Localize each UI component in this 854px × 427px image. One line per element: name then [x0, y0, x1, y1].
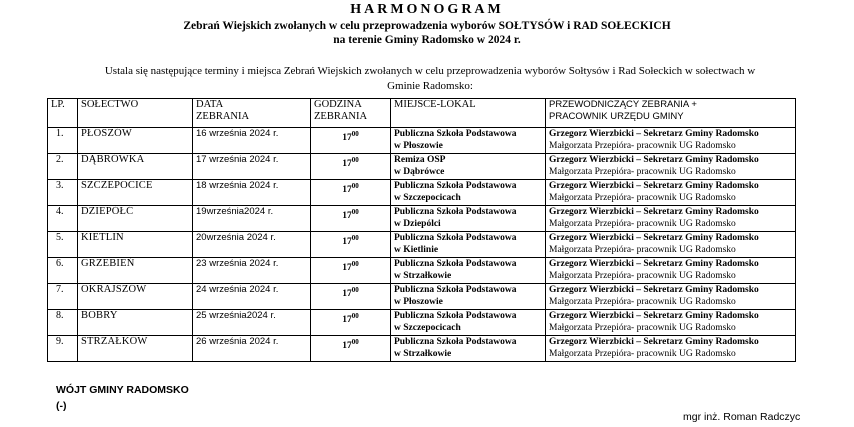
table-row	[48, 128, 796, 154]
header-lp: LP.	[48, 99, 78, 128]
cell-lp: 2.	[48, 154, 78, 180]
cell-place	[391, 310, 546, 336]
hour-value: 17	[342, 211, 352, 222]
document-title: HARMONOGRAM	[350, 2, 504, 17]
place-line-2: w Strzałkowie	[394, 349, 452, 359]
cell-hour	[311, 336, 391, 362]
cell-date: 16 września 2024 r.	[193, 128, 311, 154]
chair-line-2: Małgorzata Przepióra- pracownik UG Radomsko	[549, 219, 736, 229]
place-line-1: Remiza OSP	[394, 155, 446, 165]
cell-place	[391, 232, 546, 258]
chair-line-1: Grzegorz Wierzbicki – Sekretarz Gminy Radomsko	[549, 207, 759, 217]
chair-line-2: Małgorzata Przepióra- pracownik UG Radomsko	[549, 193, 736, 203]
chair-line-1: Grzegorz Wierzbicki – Sekretarz Gminy Radomsko	[549, 233, 759, 243]
table-row	[48, 310, 796, 336]
header-data-line-1: DATA	[196, 99, 224, 110]
cell-chair	[546, 206, 796, 232]
cell-date: 17 września 2024 r.	[193, 154, 311, 180]
header-solectwo: SOŁECTWO	[78, 99, 193, 128]
cell-date: 24 września 2024 r.	[193, 284, 311, 310]
place-line-2: w Szczepocicach	[394, 193, 461, 203]
place-line-1: Publiczna Szkoła Podstawowa	[394, 285, 517, 295]
minutes-value: 00	[351, 312, 359, 320]
cell-solectwo: OKRAJSZÓW	[78, 284, 193, 310]
hour-value: 17	[342, 159, 352, 170]
cell-hour	[311, 154, 391, 180]
place-line-2: w Płoszowie	[394, 141, 443, 151]
signature-block	[56, 382, 189, 414]
place-line-2: w Kietlinie	[394, 245, 439, 255]
signer-mark: (-)	[56, 400, 67, 412]
cell-chair	[546, 336, 796, 362]
intro-line-1: Ustala się następujące terminy i miejsca Zebrań Wiejskich zwołanych w celu przeprowadzenia wyborów Sołtysów i Rad Sołeckich w sołectwach w	[104, 65, 756, 77]
cell-date: 23 września 2024 r.	[193, 258, 311, 284]
chair-line-2: Małgorzata Przepióra- pracownik UG Radomsko	[549, 245, 736, 255]
place-line-2: w Dąbrówce	[394, 167, 445, 177]
chair-line-2: Małgorzata Przepióra- pracownik UG Radomsko	[549, 167, 736, 177]
minutes-value: 00	[351, 156, 359, 164]
table-row	[48, 154, 796, 180]
subtitle-line-1: Zebrań Wiejskich zwołanych w celu przeprowadzenia wyborów SOŁTYSÓW i RAD SOŁECKICH	[183, 20, 671, 32]
hour-value: 17	[342, 185, 352, 196]
place-line-2: w Dziepólci	[394, 219, 441, 229]
place-line-1: Publiczna Szkoła Podstawowa	[394, 259, 517, 269]
cell-chair	[546, 284, 796, 310]
table-row	[48, 206, 796, 232]
chair-line-2: Małgorzata Przepióra- pracownik UG Radomsko	[549, 297, 736, 307]
cell-chair	[546, 154, 796, 180]
signer-name: mgr inż. Roman Radczyc	[683, 411, 801, 423]
place-line-2: w Szczepocicach	[394, 323, 461, 333]
header-przewodniczacy	[546, 99, 796, 128]
header-data	[193, 99, 311, 128]
minutes-value: 00	[351, 338, 359, 346]
document-subtitle	[0, 19, 854, 47]
header-miejsce: MIEJSCE-LOKAL	[391, 99, 546, 128]
cell-hour	[311, 310, 391, 336]
chair-line-1: Grzegorz Wierzbicki – Sekretarz Gminy Radomsko	[549, 129, 759, 139]
place-line-2: w Strzałkowie	[394, 271, 452, 281]
place-line-2: w Płoszowie	[394, 297, 443, 307]
header-godzina-line-2: ZEBRANIA	[314, 111, 368, 122]
schedule-table	[47, 98, 796, 362]
minutes-value: 00	[351, 260, 359, 268]
cell-lp: 3.	[48, 180, 78, 206]
table-row	[48, 232, 796, 258]
cell-lp: 5.	[48, 232, 78, 258]
header-przewodniczacy-line-2: PRACOWNIK URZĘDU GMINY	[549, 111, 684, 122]
intro-paragraph	[60, 64, 800, 94]
cell-place	[391, 128, 546, 154]
hour-value: 17	[342, 315, 352, 326]
cell-chair	[546, 180, 796, 206]
cell-date: 25 września2024 r.	[193, 310, 311, 336]
place-line-1: Publiczna Szkoła Podstawowa	[394, 311, 517, 321]
place-line-1: Publiczna Szkoła Podstawowa	[394, 233, 517, 243]
hour-value: 17	[342, 263, 352, 274]
cell-place	[391, 180, 546, 206]
cell-hour	[311, 232, 391, 258]
cell-lp: 1.	[48, 128, 78, 154]
chair-line-1: Grzegorz Wierzbicki – Sekretarz Gminy Radomsko	[549, 155, 759, 165]
cell-solectwo: KIETLIN	[78, 232, 193, 258]
cell-lp: 4.	[48, 206, 78, 232]
cell-lp: 7.	[48, 284, 78, 310]
cell-chair	[546, 128, 796, 154]
cell-solectwo: DĄBRÓWKA	[78, 154, 193, 180]
cell-solectwo: GRZEBIEŃ	[78, 258, 193, 284]
cell-solectwo: BOBRY	[78, 310, 193, 336]
minutes-value: 00	[351, 234, 359, 242]
intro-line-2: Gminie Radomsko:	[387, 80, 473, 92]
chair-line-2: Małgorzata Przepióra- pracownik UG Radomsko	[549, 271, 736, 281]
cell-solectwo: DZIEPÓŁĆ	[78, 206, 193, 232]
table-row	[48, 284, 796, 310]
chair-line-1: Grzegorz Wierzbicki – Sekretarz Gminy Radomsko	[549, 285, 759, 295]
header-godzina	[311, 99, 391, 128]
chair-line-2: Małgorzata Przepióra- pracownik UG Radomsko	[549, 323, 736, 333]
chair-line-2: Małgorzata Przepióra- pracownik UG Radomsko	[549, 141, 736, 151]
table-row	[48, 336, 796, 362]
cell-chair	[546, 232, 796, 258]
minutes-value: 00	[351, 130, 359, 138]
table-header-row	[48, 99, 796, 128]
chair-line-2: Małgorzata Przepióra- pracownik UG Radomsko	[549, 349, 736, 359]
cell-solectwo: PŁOSZÓW	[78, 128, 193, 154]
table-row	[48, 258, 796, 284]
chair-line-1: Grzegorz Wierzbicki – Sekretarz Gminy Radomsko	[549, 259, 759, 269]
cell-hour	[311, 206, 391, 232]
chair-line-1: Grzegorz Wierzbicki – Sekretarz Gminy Radomsko	[549, 181, 759, 191]
header-godzina-line-1: GODZINA	[314, 99, 362, 110]
hour-value: 17	[342, 341, 352, 352]
cell-date: 26 września 2024 r.	[193, 336, 311, 362]
cell-hour	[311, 284, 391, 310]
table-row	[48, 180, 796, 206]
table-body	[48, 128, 796, 362]
place-line-1: Publiczna Szkoła Podstawowa	[394, 181, 517, 191]
cell-hour	[311, 128, 391, 154]
minutes-value: 00	[351, 182, 359, 190]
cell-lp: 9.	[48, 336, 78, 362]
cell-place	[391, 206, 546, 232]
header-data-line-2: ZEBRANIA	[196, 111, 250, 122]
chair-line-1: Grzegorz Wierzbicki – Sekretarz Gminy Radomsko	[549, 311, 759, 321]
cell-lp: 8.	[48, 310, 78, 336]
signer-title: WÓJT GMINY RADOMSKO	[56, 384, 189, 396]
cell-place	[391, 284, 546, 310]
cell-date: 20września 2024 r.	[193, 232, 311, 258]
cell-place	[391, 258, 546, 284]
minutes-value: 00	[351, 208, 359, 216]
hour-value: 17	[342, 133, 352, 144]
cell-hour	[311, 258, 391, 284]
place-line-1: Publiczna Szkoła Podstawowa	[394, 337, 517, 347]
place-line-1: Publiczna Szkoła Podstawowa	[394, 129, 517, 139]
cell-chair	[546, 310, 796, 336]
cell-solectwo: SZCZEPOCICE	[78, 180, 193, 206]
hour-value: 17	[342, 289, 352, 300]
place-line-1: Publiczna Szkoła Podstawowa	[394, 207, 517, 217]
cell-solectwo: STRZAŁKÓW	[78, 336, 193, 362]
cell-place	[391, 154, 546, 180]
cell-place	[391, 336, 546, 362]
cell-date: 18 września 2024 r.	[193, 180, 311, 206]
hour-value: 17	[342, 237, 352, 248]
cell-date: 19września2024 r.	[193, 206, 311, 232]
cell-hour	[311, 180, 391, 206]
cell-chair	[546, 258, 796, 284]
minutes-value: 00	[351, 286, 359, 294]
header-przewodniczacy-line-1: PRZEWODNICZĄCY ZEBRANIA +	[549, 99, 697, 110]
cell-lp: 6.	[48, 258, 78, 284]
chair-line-1: Grzegorz Wierzbicki – Sekretarz Gminy Radomsko	[549, 337, 759, 347]
subtitle-line-2: na terenie Gminy Radomsko w 2024 r.	[333, 34, 521, 46]
